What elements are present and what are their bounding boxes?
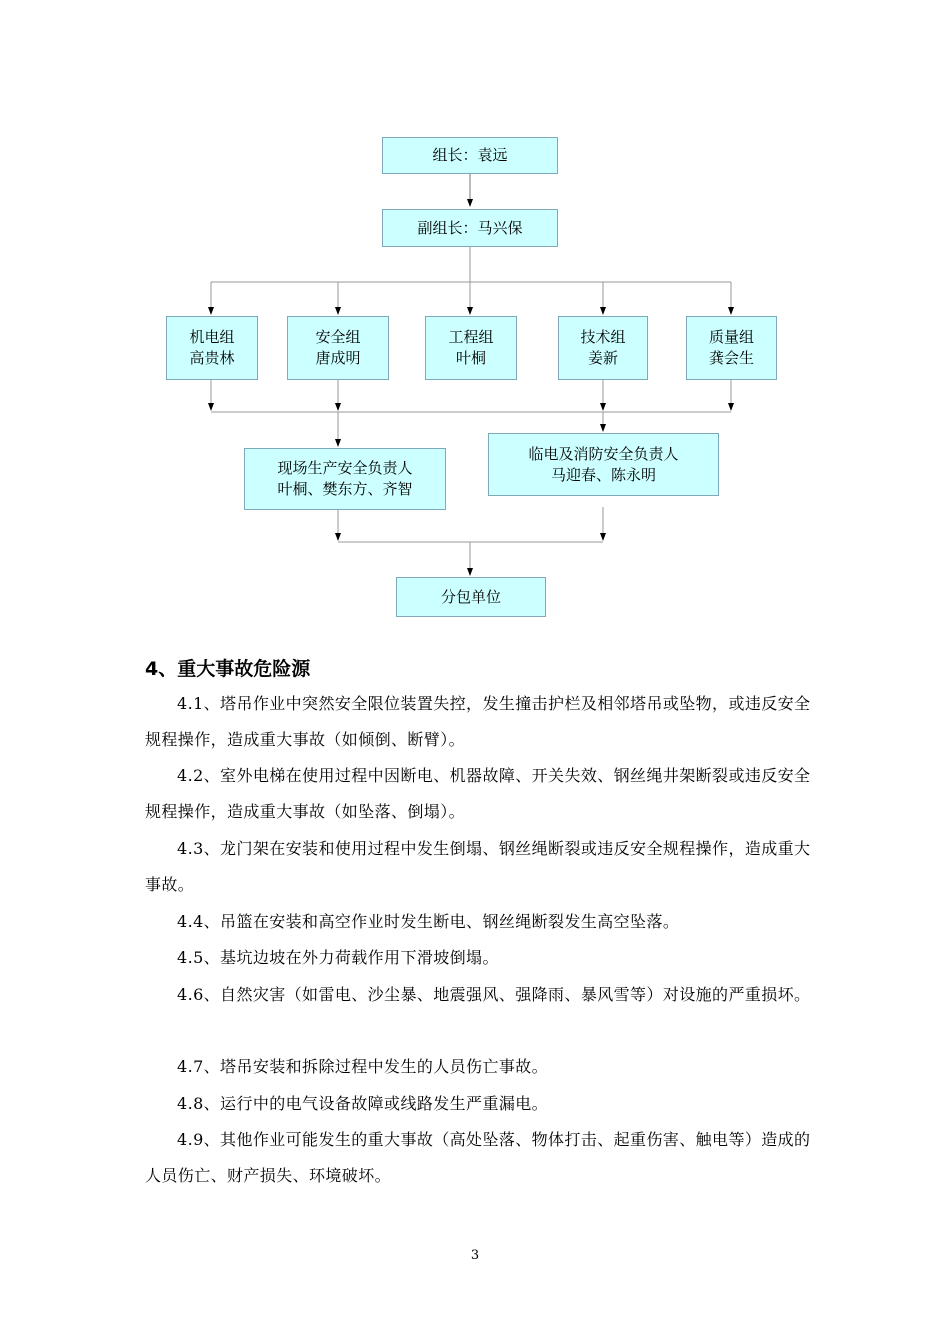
site-safety-title: 现场生产安全负责人: [277, 459, 413, 477]
deputy-box: [382, 209, 558, 247]
site-safety-box: [244, 448, 446, 510]
group-box-quality: [686, 316, 777, 380]
group-name: 质量组: [708, 328, 754, 346]
fire-safety-box: [488, 433, 719, 496]
page-number: 3: [470, 1248, 480, 1263]
group-box-mechanical: [166, 316, 258, 380]
hazard-item-5: 4.5、基坑边坡在外力荷载作用下滑坡倒塌。: [177, 948, 499, 967]
hazard-item-7: 4.7、塔吊安装和拆除过程中发生的人员伤亡事故。: [177, 1057, 549, 1076]
group-person: 龚会生: [708, 349, 754, 367]
leader-label: 组长：袁远: [432, 146, 508, 164]
group-box-engineering: [425, 316, 517, 380]
group-name: 安全组: [315, 328, 361, 346]
subcontractor-label: 分包单位: [440, 587, 501, 606]
group-name: 工程组: [448, 328, 494, 346]
group-name: 技术组: [580, 328, 626, 346]
group-box-safety: [287, 316, 389, 380]
group-person: 姜新: [587, 349, 618, 367]
fire-safety-title: 临电及消防安全负责人: [528, 444, 679, 463]
hazard-item-1: 4.1、塔吊作业中突然安全限位装置失控，发生撞击护栏及相邻塔吊或坠物，或违反安全规程操作，造成重大事故（如倾倒、断臂）。: [145, 694, 811, 749]
leader-box: [382, 137, 558, 174]
group-name: 机电组: [189, 328, 235, 346]
site-safety-people: 叶桐、樊东方、齐智: [277, 480, 413, 498]
hazard-item-2: 4.2、室外电梯在使用过程中因断电、机器故障、开关失效、钢丝绳井架断裂或违反安全规程操作，造成重大事故（如坠落、倒塌）。: [145, 766, 811, 821]
hazard-item-4: 4.4、吊篮在安装和高空作业时发生断电、钢丝绳断裂发生高空坠落。: [177, 912, 680, 931]
fire-safety-people: 马迎春、陈永明: [550, 465, 656, 484]
hazard-item-9: 4.9、其他作业可能发生的重大事故（高处坠落、物体打击、起重伤害、触电等）造成的人员伤亡、财产损失、环境破坏。: [145, 1130, 811, 1185]
group-person: 高贵林: [189, 349, 235, 367]
group-box-technical: [558, 316, 648, 380]
hazard-item-3: 4.3、龙门架在安装和使用过程中发生倒塌、钢丝绳断裂或违反安全规程操作，造成重大事故。: [145, 839, 811, 894]
hazard-item-8: 4.8、运行中的电气设备故障或线路发生严重漏电。: [177, 1094, 549, 1113]
deputy-label: 副组长：马兴保: [417, 218, 523, 237]
hazard-item-6: 4.6、自然灾害（如雷电、沙尘暴、地震强风、强降雨、暴风雪等）对设施的严重损坏。: [177, 985, 811, 1004]
group-person: 叶桐: [455, 349, 486, 367]
group-person: 唐成明: [315, 349, 361, 367]
subcontractor-box: [396, 577, 546, 617]
section-heading: 4、重大事故危险源: [145, 658, 311, 680]
